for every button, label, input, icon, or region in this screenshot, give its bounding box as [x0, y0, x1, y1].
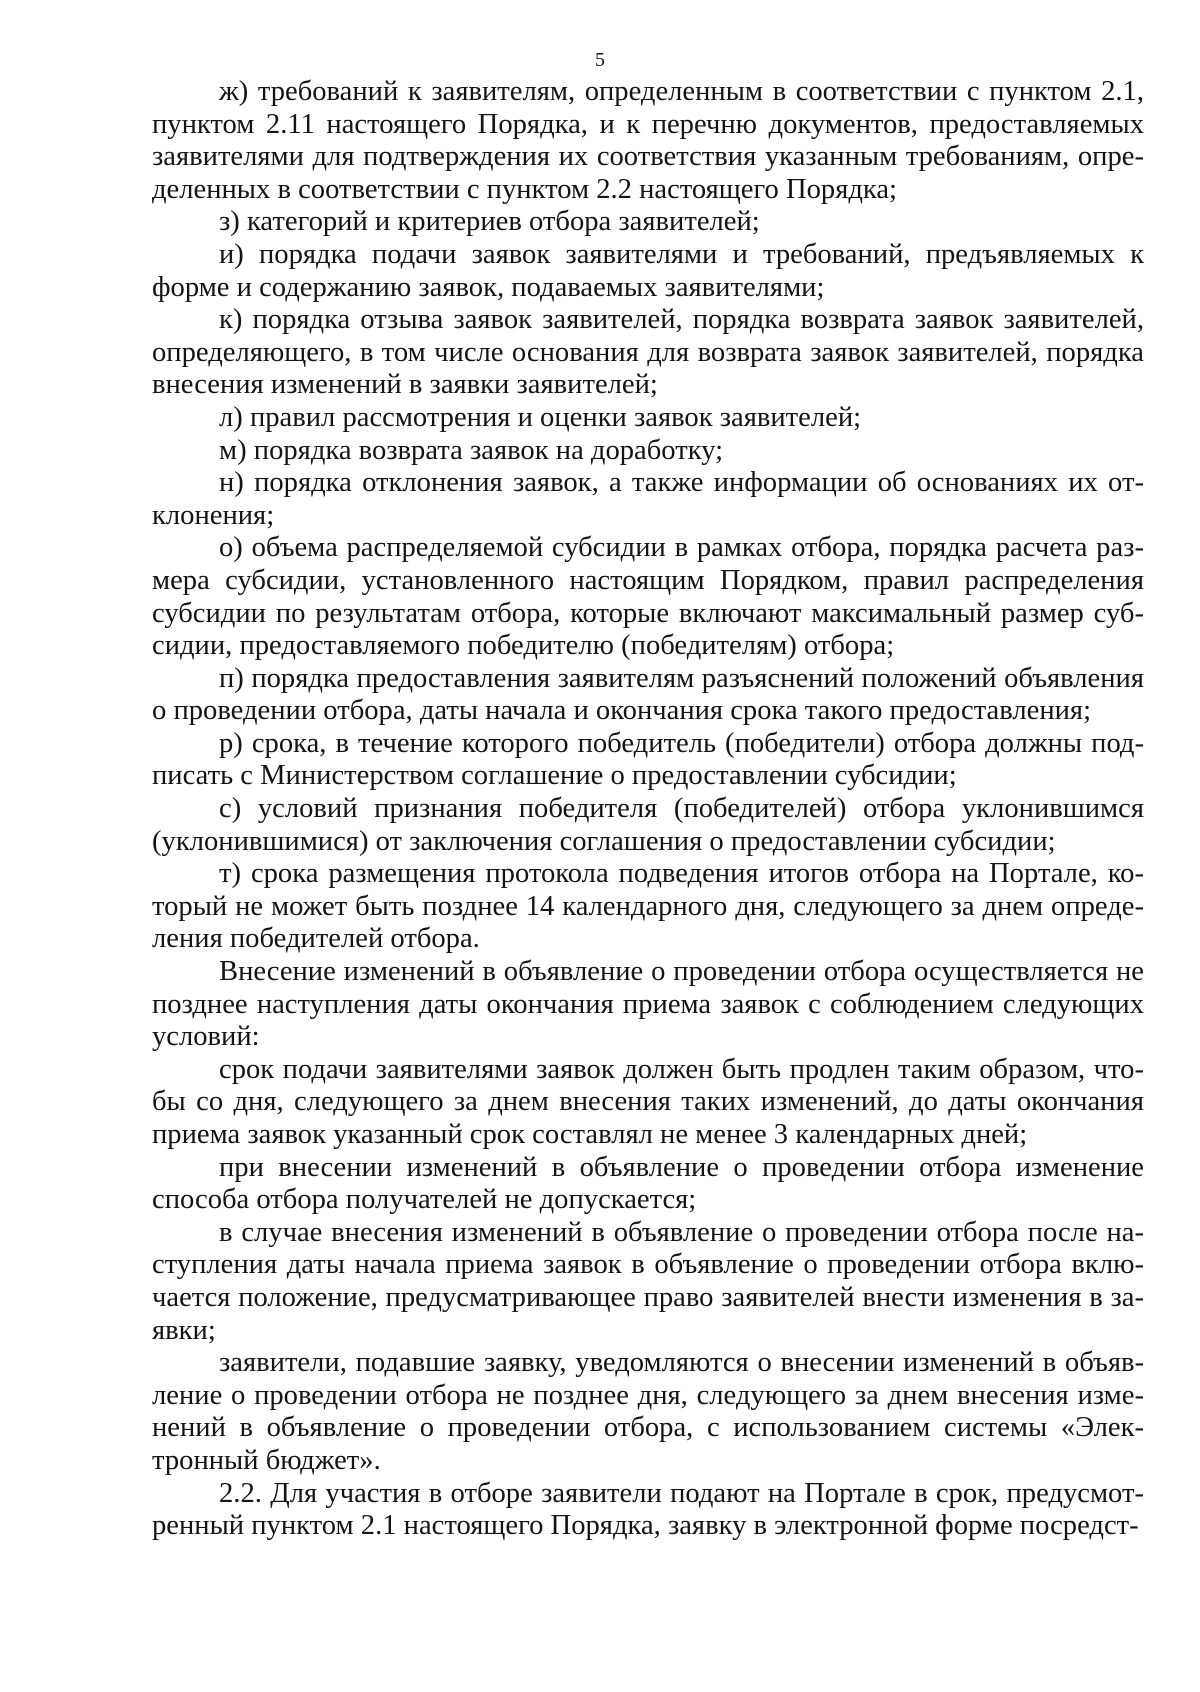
- paragraph-k: к) порядка отзыва заявок заявителей, порядка возврата заявок заявителей, определяющего, в том числе основания для возврата заявок заявителей, порядка внесения изменений в заявки заявителей;: [152, 304, 1144, 401]
- paragraph-r: р) срока, в течение которого победитель (победители) отбора должны подписать с Министерством соглашение о предоставлении субсидии;: [152, 727, 1144, 792]
- paragraph-o: о) объема распределяемой субсидии в рамках отбора, порядка расчета размера субсидии, установленного настоящим Порядком, правил распределения субсидии по результатам отбора, которые включают максимальный размер субсидии, предоставляемого победителю (победителям) отбора;: [152, 532, 1144, 662]
- paragraph-i: и) порядка подачи заявок заявителями и требований, предъявляемых к форме и содержанию заявок, подаваемых заявителями;: [152, 238, 1144, 303]
- paragraph-zh: ж) требований к заявителям, определенным в соответствии с пунктом 2.1, пунктом 2.11 настоящего Порядка, и к перечню документов, предоставляемых заявителями для подтверждения их соответствия указанным требованиям, определенных в соответствии с пунктом 2.2 настоящего Порядка;: [152, 76, 1144, 205]
- paragraph-method-change: при внесении изменений в объявление о проведении отбора изменение способа отбора получателей не допускается;: [152, 1151, 1144, 1216]
- paragraph-notification: заявители, подавшие заявку, уведомляются о внесении изменений в объявление о проведении отбора не позднее дня, следующего за днем внесения изменений в объявление о проведении отбора, с использованием системы «Электронный бюджет».: [152, 1347, 1144, 1476]
- paragraph-z: з) категорий и критериев отбора заявителей;: [219, 206, 760, 238]
- page-number: 5: [595, 49, 605, 71]
- paragraph-deadline-extension: срок подачи заявителями заявок должен быть продлен таким образом, чтобы со дня, следующего за днем внесения таких изменений, до даты окончания приема заявок указанный срок составлял не менее 3 календарных дней;: [152, 1053, 1144, 1150]
- paragraph-amendments: Внесение изменений в объявление о проведении отбора осуществляется не позднее наступления даты окончания приема заявок с соблюдением следующих условий:: [152, 956, 1144, 1053]
- paragraph-n: н) порядка отклонения заявок, а также информации об основаниях их отклонения;: [152, 467, 1144, 531]
- paragraph-m: м) порядка возврата заявок на доработку;: [219, 434, 724, 466]
- paragraph-applicant-changes: в случае внесения изменений в объявление о проведении отбора после наступления даты начала приема заявок в объявление о проведении отбора включается положение, предусматривающее право заявителей внести изменения в заявки;: [152, 1216, 1144, 1346]
- paragraph-t: т) срока размещения протокола подведения итогов отбора на Портале, который не может быть позднее 14 календарного дня, следующего за днем определения победителей отбора.: [152, 858, 1144, 955]
- paragraph-2-2: 2.2. Для участия в отборе заявители подают на Портале в срок, предусмотренный пунктом 2.1 настоящего Порядка, заявку в электронной форме посредст-: [152, 1477, 1144, 1542]
- document-body: [152, 76, 1144, 1543]
- paragraph-l: л) правил рассмотрения и оценки заявок заявителей;: [219, 401, 862, 433]
- paragraph-p: п) порядка предоставления заявителям разъяснений положений объявления о проведении отбора, даты начала и окончания срока такого предоставления;: [152, 662, 1144, 727]
- paragraph-s: с) условий признания победителя (победителей) отбора уклонившимся (уклонившимися) от заключения соглашения о предоставлении субсидии;: [152, 793, 1144, 857]
